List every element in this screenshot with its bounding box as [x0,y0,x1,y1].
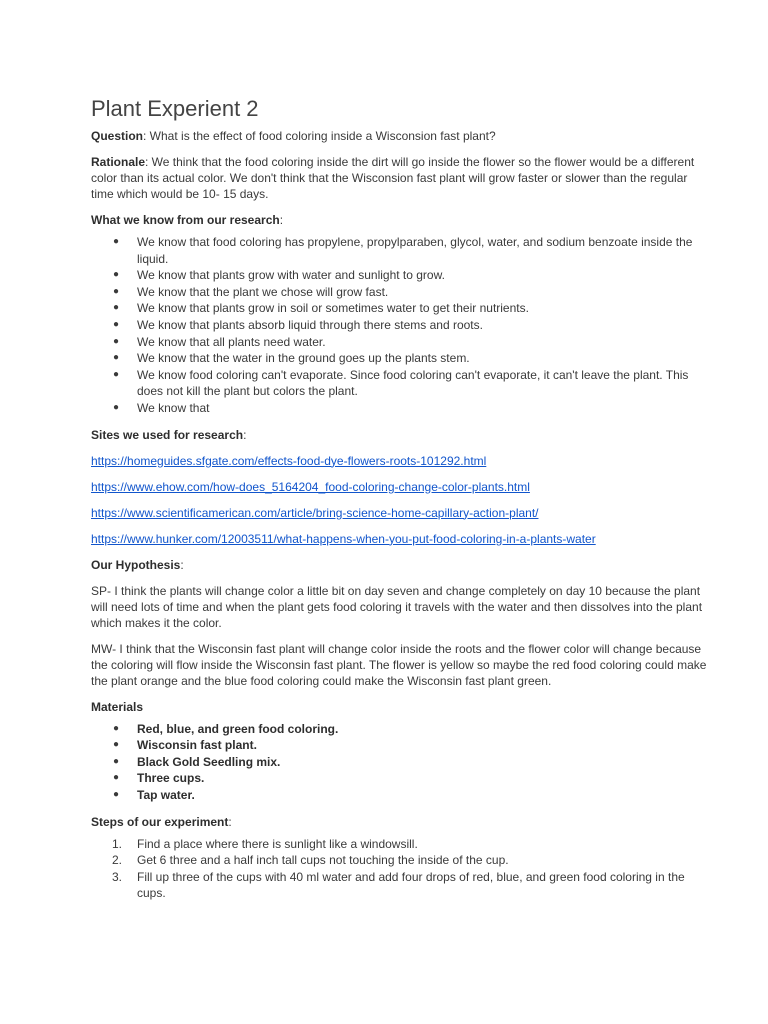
list-item [91,284,708,301]
hypothesis-sp: SP- I think the plants will change color a little bit on day seven and change completely on day 10 because the plant will need lots of time and when the plant gets food coloring it travels with the water and then dissolves into the plant which makes it the color. [91,583,703,630]
list-item [91,234,708,267]
list-item [91,852,708,869]
step-number: 2. [112,853,123,868]
hypothesis-mw: MW- I think that the Wisconsin fast plant will change color inside the roots and the flower color will change because the coloring will flow inside the Wisconsin fast plant. The flower is yellow so maybe the red food coloring could make the plant orange and the blue food coloring could make the Wisconsin fast plant green. [91,641,707,688]
bullet-icon: ● [113,352,120,364]
list-item-text: Red, blue, and green food coloring. [137,721,339,736]
bullet-icon: ● [113,772,120,784]
list-item [91,869,708,902]
list-item-text: We know that plants grow with water and sunlight to grow. [137,268,445,283]
steps-heading: Steps of our experiment [91,814,229,829]
list-item [91,267,708,284]
site-link-row [91,479,708,495]
site-link[interactable]: https://www.hunker.com/12003511/what-happens-when-you-put-food-coloring-in-a-plants-water [91,531,596,546]
hypothesis-heading-paragraph [91,557,708,573]
question-label: Question [91,129,144,143]
sites-heading: Sites we used for research [91,427,244,442]
bullet-icon: ● [113,236,120,247]
materials-heading-paragraph [91,699,708,715]
list-item [91,400,708,417]
list-item-text: We know that plants grow in soil or sometimes water to get their nutrients. [137,301,529,316]
document-title: Plant Experient 2 [91,96,259,121]
site-link[interactable]: https://www.ehow.com/how-does_5164204_food-coloring-change-color-plants.html [91,479,530,494]
bullet-icon: ● [113,285,120,297]
list-item-text: Three cups. [137,771,205,786]
list-item [91,317,708,334]
bullet-icon: ● [113,318,120,330]
list-item [91,334,708,351]
bullet-icon: ● [113,335,120,347]
list-item [91,721,708,738]
heading-colon: : [243,427,247,442]
site-link[interactable]: https://www.scientificamerican.com/article/bring-science-home-capillary-action-plant/ [91,505,539,520]
heading-colon: : [180,557,184,572]
question-paragraph [91,128,708,144]
heading-colon: : [279,213,284,227]
question-text: : What is the effect of food coloring inside a Wisconsion fast plant? [143,129,496,143]
step-number: 3. [112,869,123,884]
materials-list [91,721,708,804]
step-number: 1. [112,836,123,851]
list-item [91,737,708,754]
site-link-row [91,453,708,469]
list-item-text: We know food coloring can't evaporate. Since food coloring can't evaporate, it can't leave the plant. This does not kill the plant but colors the plant. [137,367,689,399]
site-link-row [91,531,708,547]
list-item-text: We know that all plants need water. [137,334,326,349]
bullet-icon: ● [113,401,120,413]
list-item [91,770,708,787]
rationale-text: : We think that the food coloring inside the dirt will go inside the flower so the flower would be a different color than its actual color. We don't think that the Wisconsion fast plant will grow faster or slower than the regular time which would be 10- 15 days. [91,155,695,201]
bullet-icon: ● [113,722,120,734]
site-link-row [91,505,708,521]
research-heading-paragraph [91,212,708,228]
steps-heading-paragraph [91,814,708,830]
research-list [91,234,708,417]
bullet-icon: ● [113,302,120,314]
steps-list [91,836,708,902]
list-item [91,754,708,771]
bullet-icon: ● [113,739,120,751]
list-item [91,367,708,400]
list-item-text: We know that [137,400,210,415]
heading-colon: : [228,814,232,829]
site-link[interactable]: https://homeguides.sfgate.com/effects-food-dye-flowers-roots-101292.html [91,453,487,468]
list-item [91,300,708,317]
rationale-label: Rationale [91,155,146,169]
bullet-icon: ● [113,755,120,767]
bullet-icon: ● [113,269,120,281]
bullet-icon: ● [113,788,120,800]
list-item-text: We know that plants absorb liquid through there stems and roots. [137,317,483,332]
hypothesis-heading: Our Hypothesis [91,557,181,572]
sites-heading-paragraph [91,427,708,443]
list-item-text: Tap water. [137,787,195,802]
list-item [91,350,708,367]
list-item [91,836,708,853]
research-heading: What we know from our research [91,213,280,227]
list-item-text: Black Gold Seedling mix. [137,754,281,769]
list-item-text: We know that the water in the ground goes up the plants stem. [137,351,470,366]
materials-heading: Materials [91,699,144,714]
list-item-text: Find a place where there is sunlight like a windowsill. [137,836,418,851]
bullet-icon: ● [113,368,120,380]
list-item-text: Fill up three of the cups with 40 ml water and add four drops of red, blue, and green food coloring in the cups. [137,869,685,901]
list-item-text: Wisconsin fast plant. [137,738,257,753]
list-item [91,787,708,804]
list-item-text: Get 6 three and a half inch tall cups not touching the inside of the cup. [137,853,509,868]
list-item-text: We know that food coloring has propylene, propylparaben, glycol, water, and sodium benzoate inside the liquid. [137,235,693,266]
rationale-paragraph [91,154,708,202]
list-item-text: We know that the plant we chose will grow fast. [137,284,389,299]
